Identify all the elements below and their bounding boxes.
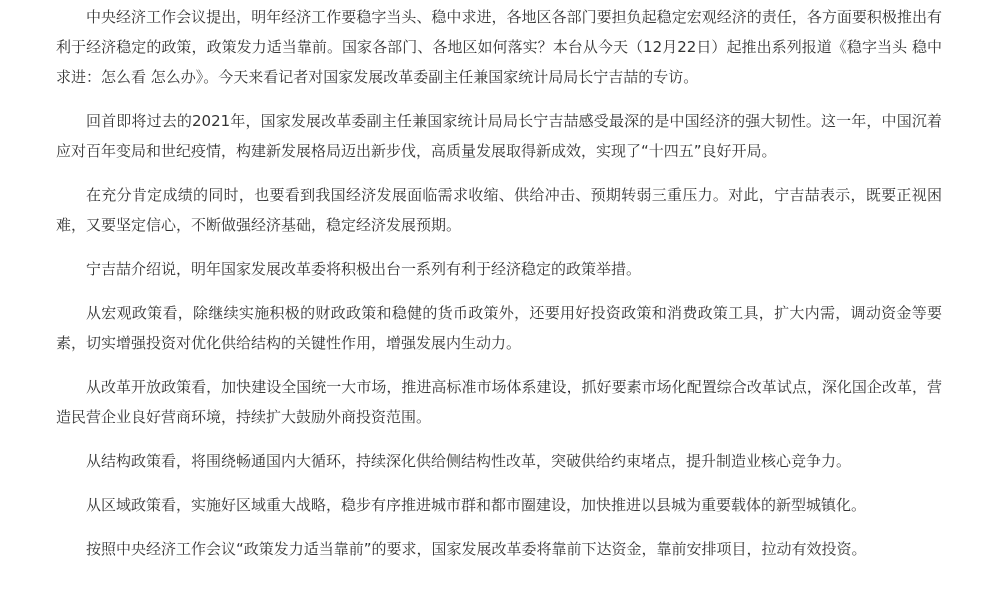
- article-paragraph: 从区域政策看，实施好区域重大战略，稳步有序推进城市群和都市圈建设，加快推进以县城为重要载体的新型城镇化。: [86, 496, 867, 514]
- article-paragraph: 从宏观政策看，除继续实施积极的财政政策和稳健的货币政策外，还要用好投资政策和消费政策工具，扩大内需，调动资金等要素，切实增强投资对优化供给结构的关键性作用，增强发展内生动力。: [56, 304, 942, 352]
- article-paragraph: 回首即将过去的2021年，国家发展改革委副主任兼国家统计局局长宁吉喆感受最深的是中国经济的强大韧性。这一年，中国沉着应对百年变局和世纪疫情，构建新发展格局迈出新步伐，高质量发展取得新成效，实现了“十四五”良好开局。: [56, 112, 942, 160]
- article-paragraph: 宁吉喆介绍说，明年国家发展改革委将积极出台一系列有利于经济稳定的政策举措。: [86, 260, 642, 278]
- article-paragraph: 从改革开放政策看，加快建设全国统一大市场，推进高标准市场体系建设，抓好要素市场化配置综合改革试点，深化国企改革，营造民营企业良好营商环境，持续扩大鼓励外商投资范围。: [56, 378, 942, 426]
- article-paragraph: 按照中央经济工作会议“政策发力适当靠前”的要求，国家发展改革委将靠前下达资金，靠前安排项目，拉动有效投资。: [86, 540, 867, 558]
- article-paragraph: 在充分肯定成绩的同时，也要看到我国经济发展面临需求收缩、供给冲击、预期转弱三重压力。对此，宁吉喆表示，既要正视困难，又要坚定信心，不断做强经济基础，稳定经济发展预期。: [56, 186, 942, 234]
- article-paragraph: 从结构政策看，将围绕畅通国内大循环，持续深化供给侧结构性改革，突破供给约束堵点，提升制造业核心竞争力。: [86, 452, 852, 470]
- article-body: [56, 2, 942, 578]
- article-paragraph: 中央经济工作会议提出，明年经济工作要稳字当头、稳中求进，各地区各部门要担负起稳定宏观经济的责任，各方面要积极推出有利于经济稳定的政策，政策发力适当靠前。国家各部门、各地区如何落实？本台从今天（12月22日）起推出系列报道《稳字当头 稳中求进：怎么看 怎么办》。今天来看记者对国家发展改革委副主任兼国家统计局局长宁吉喆的专访。: [56, 8, 942, 86]
